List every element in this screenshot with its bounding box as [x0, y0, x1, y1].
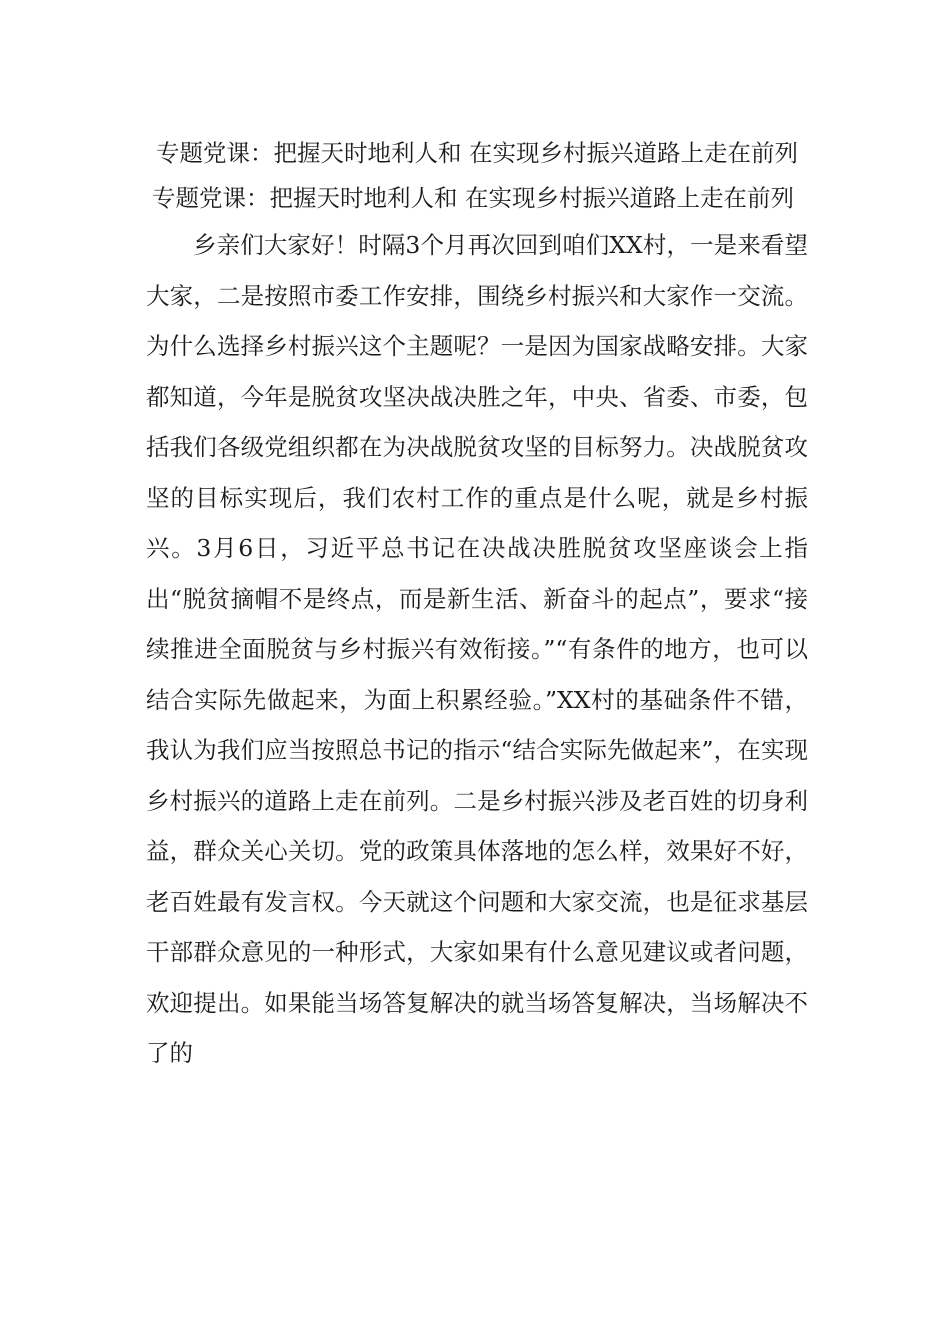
document-subtitle: 专题党课：把握天时地利人和 在实现乡村振兴道路上走在前列: [152, 184, 794, 212]
document-body: [146, 132, 808, 1079]
body-paragraph: 乡亲们大家好！时隔3个月再次回到咱们XX村，一是来看望大家，二是按照市委工作安排，围绕乡村振兴和大家作一交流。为什么选择乡村振兴这个主题呢？一是因为国家战略安排。大家都知道，今年是脱贫攻坚决战决胜之年，中央、省委、市委，包括我们各级党组织都在为决战脱贫攻坚的目标努力。决战脱贫攻坚的目标实现后，我们农村工作的重点是什么呢，就是乡村振兴。3月6日，习近平总书记在决战决胜脱贫攻坚座谈会上指出“脱贫摘帽不是终点，而是新生活、新奋斗的起点”，要求“接续推进全面脱贫与乡村振兴有效衔接。”“有条件的地方，也可以结合实际先做起来，为面上积累经验。”XX村的基础条件不错，我认为我们应当按照总书记的指示“结合实际先做起来”，在实现乡村振兴的道路上走在前列。二是乡村振兴涉及老百姓的切身利益，群众关心关切。党的政策具体落地的怎么样，效果好不好，老百姓最有发言权。今天就这个问题和大家交流，也是征求基层干部群众意见的一种形式，大家如果有什么意见建议或者问题，欢迎提出。如果能当场答复解决的就当场答复解决，当场解决不了的: [146, 231, 808, 1067]
document-title: 专题党课：把握天时地利人和 在实现乡村振兴道路上走在前列: [156, 139, 798, 167]
